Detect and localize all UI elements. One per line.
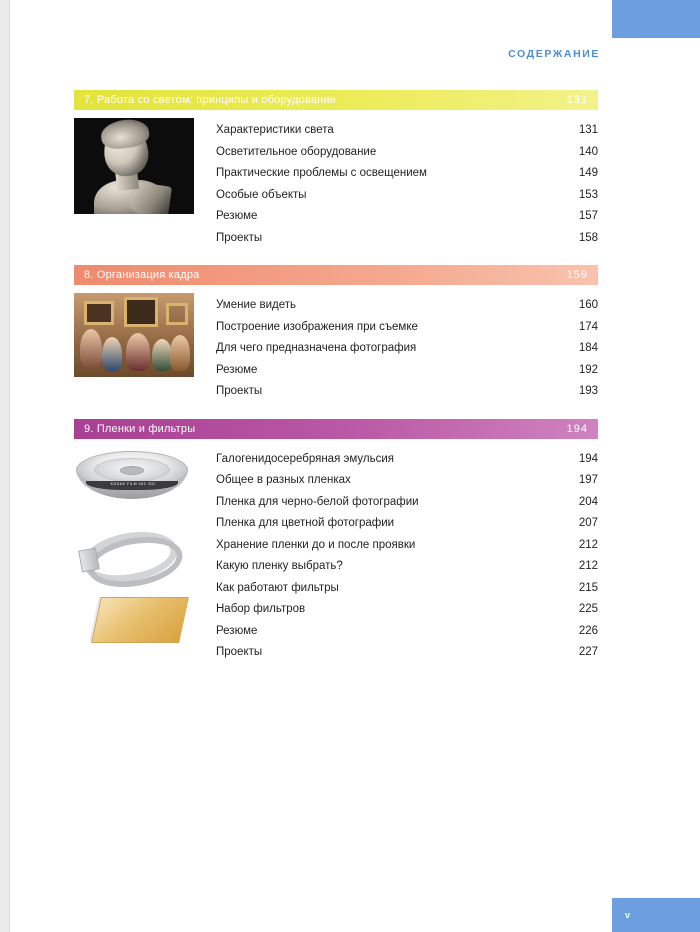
film-reel-lens-filter [74,447,196,647]
chapter-title-8: 8. Организация кадра [84,269,200,281]
chapter-body-9 [74,447,598,664]
toc-entry-page: 140 [578,145,598,158]
lens-ring-graphic [80,531,184,587]
table-of-contents [74,90,598,680]
toc-entry-page: 192 [578,363,598,376]
toc-entry[interactable] [216,470,598,492]
toc-entry[interactable] [216,338,598,360]
toc-entry-label: Резюме [216,210,258,222]
film-reel-hub [120,466,144,475]
toc-entry-page: 225 [578,603,598,615]
toc-entry-label: Умение видеть [216,299,296,311]
chapter-title-7: 7. Работа со светом: принципы и оборудование [84,94,337,106]
chapter-section-8 [74,265,598,403]
film-reel-graphic [76,451,188,507]
gallery-visitor [152,339,172,371]
toc-entry-label: Проекты [216,646,263,658]
toc-entry[interactable] [216,599,598,621]
toc-entry-page: 184 [578,342,598,354]
page-edge-strip [0,0,10,932]
chapter-section-7 [74,90,598,249]
toc-entry-label: Проекты [216,385,263,397]
toc-entry[interactable] [216,142,598,164]
toc-entry-page: 193 [578,385,598,397]
gallery-visitor [102,337,122,371]
film-reel-label-text: KODAK FILM 400 ISO [110,481,156,486]
chapter-body-8 [74,293,598,403]
toc-entry[interactable] [216,295,598,317]
toc-entry-page: 158 [578,231,598,244]
toc-entry[interactable] [216,513,598,535]
gallery-visitors-photo [74,293,194,377]
toc-entry-label: Характеристики света [216,124,334,136]
toc-entry-label: Какую пленку выбрать? [216,560,343,572]
gallery-visitor [170,335,190,371]
color-filter-graphic [91,597,189,643]
toc-entry-page: 226 [578,624,598,637]
toc-entry-label: Как работают фильтры [216,581,339,594]
toc-entry[interactable] [216,642,598,664]
gallery-visitor [80,329,102,369]
toc-entry[interactable] [216,228,598,250]
chapter-illustration-7 [74,118,200,249]
toc-entry[interactable] [216,556,598,578]
toc-entry-page: 227 [578,646,598,658]
toc-entry-label: Пленка для цветной фотографии [216,517,395,529]
toc-entry-page: 174 [578,320,598,333]
chapter-entries-7 [200,118,598,249]
chapter-title-9: 9. Пленки и фильтры [84,422,196,435]
plaster-bust-photo [74,118,194,214]
toc-entry[interactable] [216,185,598,207]
toc-entry[interactable] [216,449,598,471]
toc-entry-page: 160 [578,299,598,311]
chapter-bar-8[interactable] [74,265,598,285]
gallery-picture-frame [124,297,158,327]
toc-entry[interactable] [216,317,598,339]
toc-entry-label: Галогенидосеребряная эмульсия [216,452,394,465]
page-title: СОДЕРЖАНИЕ [508,48,600,60]
gallery-picture-frame [84,301,114,325]
toc-entry-label: Для чего предназначена фотография [216,342,417,354]
lens-mount-tab [78,547,100,572]
toc-entry-label: Резюме [216,363,258,376]
toc-entry-page: 212 [578,538,598,551]
chapter-entries-9 [200,447,598,664]
chapter-page-9: 194 [566,422,588,435]
toc-entry[interactable] [216,360,598,382]
toc-entry-label: Осветительное оборудование [216,145,377,158]
toc-entry-label: Резюме [216,624,258,637]
chapter-body-7 [74,118,598,249]
chapter-bar-9[interactable] [74,419,598,439]
toc-entry-label: Особые объекты [216,188,307,201]
toc-entry-page: 157 [578,210,598,222]
footer-page-number: v [625,910,631,920]
toc-entry-label: Построение изображения при съемке [216,320,418,333]
toc-entry-label: Пленка для черно-белой фотографии [216,495,419,508]
toc-entry[interactable] [216,381,598,403]
header-color-block [612,0,700,38]
toc-entry[interactable] [216,578,598,600]
chapter-page-7: 131 [566,94,588,106]
chapter-section-9 [74,419,598,664]
toc-entry[interactable] [216,621,598,643]
toc-entry[interactable] [216,535,598,557]
chapter-bar-7[interactable] [74,90,598,110]
gallery-visitor [126,333,150,371]
toc-entry-page: 153 [578,188,598,201]
toc-entry-page: 197 [578,474,598,486]
toc-entry-page: 212 [578,560,598,572]
chapter-entries-8 [200,293,598,403]
toc-entry-page: 207 [578,517,598,529]
toc-entry-page: 149 [578,167,598,179]
toc-entry-page: 204 [578,495,598,508]
toc-entry-page: 215 [578,581,598,594]
toc-entry-page: 194 [578,452,598,465]
chapter-illustration-8 [74,293,200,403]
toc-entry-label: Общее в разных пленках [216,474,351,486]
toc-entry-page: 131 [578,124,598,136]
toc-entry[interactable] [216,120,598,142]
toc-entry[interactable] [216,163,598,185]
chapter-illustration-9 [74,447,200,664]
gallery-picture-frame [166,303,188,325]
chapter-page-8: 159 [566,269,588,281]
toc-entry-label: Практические проблемы с освещением [216,167,427,179]
toc-entry-label: Набор фильтров [216,603,306,615]
toc-entry[interactable] [216,206,598,228]
toc-entry-label: Проекты [216,231,263,244]
toc-entry-label: Хранение пленки до и после проявки [216,538,416,551]
toc-entry[interactable] [216,492,598,514]
